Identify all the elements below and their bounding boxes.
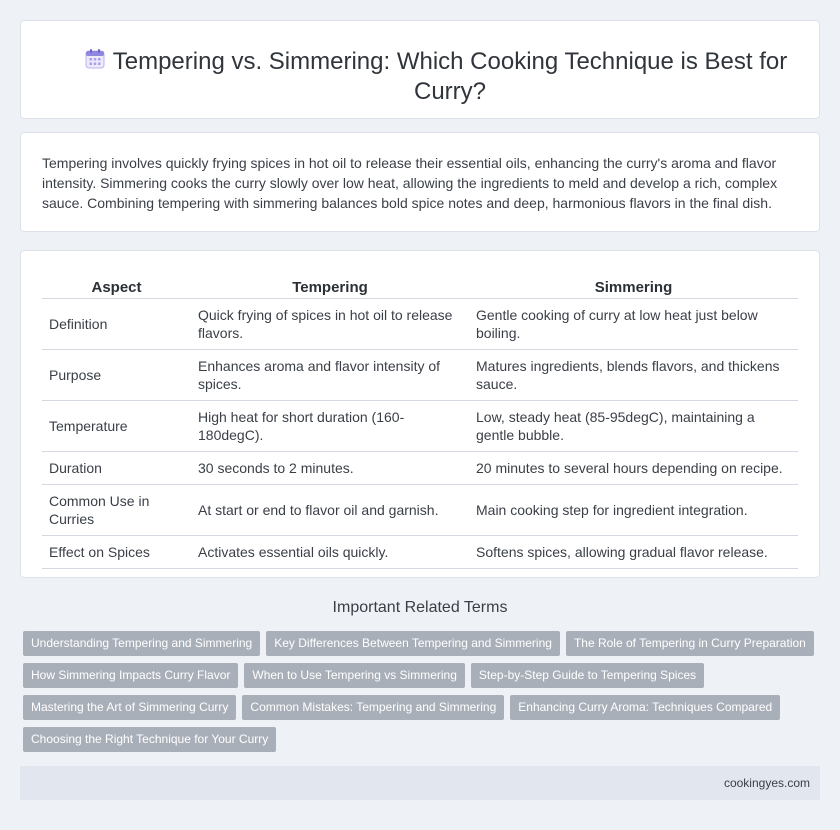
row-aspect: Common Use in Curries — [42, 484, 191, 535]
related-tag[interactable]: Understanding Tempering and Simmering — [23, 631, 260, 656]
row-tempering: 30 seconds to 2 minutes. — [191, 451, 469, 484]
related-tag[interactable]: Step-by-Step Guide to Tempering Spices — [471, 663, 704, 688]
table-row — [42, 535, 798, 568]
related-tag[interactable]: Enhancing Curry Aroma: Techniques Compared — [510, 695, 780, 720]
row-tempering: Quick frying of spices in hot oil to release flavors. — [191, 298, 469, 349]
related-tag[interactable]: How Simmering Impacts Curry Flavor — [23, 663, 238, 688]
related-tag[interactable]: When to Use Tempering vs Simmering — [244, 663, 465, 688]
related-terms-title: Important Related Terms — [332, 599, 508, 616]
comparison-table — [42, 271, 798, 569]
intro-paragraph: Tempering involves quickly frying spices in hot oil to release their essential oils, enhancing the curry's aroma and flavor intensity. Simmering cooks the curry slowly over low heat, allowing the ingredients to meld and develop a rich, complex sauce. Combining tempering with simmering balances bold spice notes and deep, harmonious flavors in the final dish. — [42, 155, 778, 211]
related-tag[interactable]: Key Differences Between Tempering and Simmering — [266, 631, 560, 656]
table-row — [42, 400, 798, 451]
row-simmering: Softens spices, allowing gradual flavor release. — [469, 535, 798, 568]
row-aspect: Temperature — [42, 400, 191, 451]
row-tempering: High heat for short duration (160-180degC). — [191, 400, 469, 451]
related-tag[interactable]: Common Mistakes: Tempering and Simmering — [242, 695, 504, 720]
table-header-row — [42, 271, 798, 298]
row-tempering: At start or end to flavor oil and garnish. — [191, 484, 469, 535]
footer — [20, 766, 820, 800]
row-aspect: Effect on Spices — [42, 535, 191, 568]
header-aspect: Aspect — [42, 271, 191, 298]
row-simmering: 20 minutes to several hours depending on recipe. — [469, 451, 798, 484]
related-tag[interactable]: The Role of Tempering in Curry Preparation — [566, 631, 814, 656]
table-row — [42, 298, 798, 349]
row-simmering: Gentle cooking of curry at low heat just below boiling. — [469, 298, 798, 349]
related-tag[interactable]: Mastering the Art of Simmering Curry — [23, 695, 236, 720]
related-tag[interactable]: Choosing the Right Technique for Your Curry — [23, 727, 276, 752]
row-simmering: Matures ingredients, blends flavors, and thickens sauce. — [469, 349, 798, 400]
intro-card — [20, 132, 820, 232]
row-aspect: Duration — [42, 451, 191, 484]
related-tags — [23, 631, 823, 759]
header-tempering: Tempering — [191, 271, 469, 298]
comparison-card — [20, 250, 820, 578]
row-aspect: Purpose — [42, 349, 191, 400]
title-card — [20, 20, 820, 119]
table-row — [42, 484, 798, 535]
row-tempering: Enhances aroma and flavor intensity of spices. — [191, 349, 469, 400]
table-row — [42, 451, 798, 484]
row-simmering: Low, steady heat (85-95degC), maintaining a gentle bubble. — [469, 400, 798, 451]
page-title: Tempering vs. Simmering: Which Cooking Technique is Best for Curry? — [112, 48, 788, 105]
row-aspect: Definition — [42, 298, 191, 349]
row-simmering: Main cooking step for ingredient integration. — [469, 484, 798, 535]
row-tempering: Activates essential oils quickly. — [191, 535, 469, 568]
table-row — [42, 349, 798, 400]
header-simmering: Simmering — [469, 271, 798, 298]
footer-site-link[interactable]: cookingyes.com — [723, 776, 810, 790]
